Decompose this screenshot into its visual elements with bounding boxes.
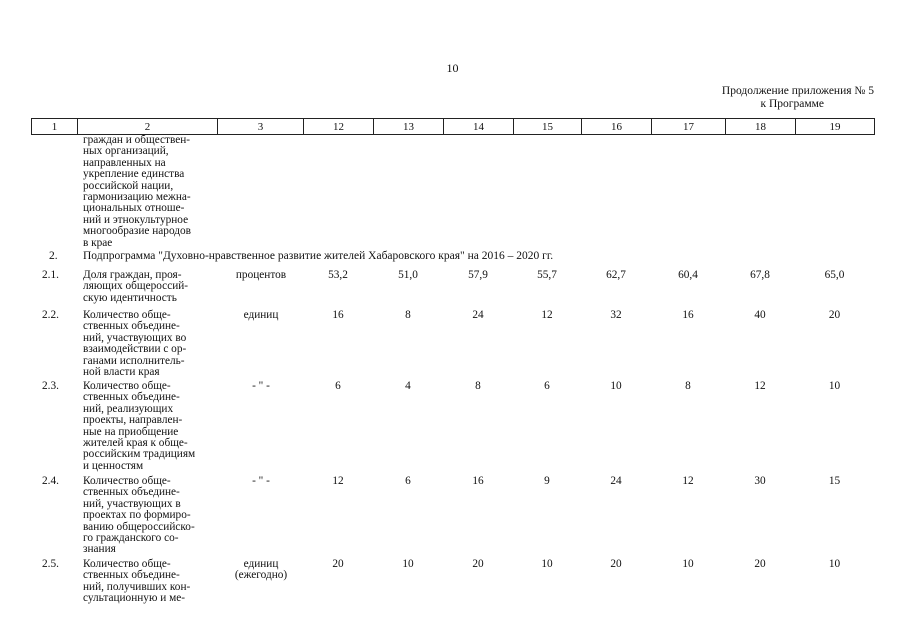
text-line: направленных на [83, 156, 166, 169]
value-col-13: 10 [402, 558, 414, 570]
text-line: - " - [252, 475, 270, 487]
value-col-17: 60,4 [678, 269, 698, 281]
value-col-17: 16 [682, 309, 694, 321]
text-line: граждан и обществен- [83, 134, 191, 146]
row-number: 2.3. [42, 380, 59, 392]
value-col-17: 8 [685, 380, 691, 392]
value-col-15: 10 [541, 558, 553, 570]
value-col-14: 24 [472, 309, 484, 321]
continued-indicator-text [83, 135, 223, 249]
text-line: взаимодействии с ор- [83, 343, 187, 356]
text-line: знания [83, 543, 116, 556]
header-cell: 3 [218, 119, 304, 135]
text-line: ванию общероссийско- [83, 520, 195, 533]
value-col-13: 4 [405, 380, 411, 392]
value-col-13: 6 [405, 475, 411, 487]
header-cell: 15 [514, 119, 582, 135]
value-col-16: 20 [610, 558, 622, 570]
row-number: 2.2. [42, 309, 59, 321]
text-line: Количество обще- [83, 475, 171, 487]
value-col-19: 15 [828, 475, 841, 487]
row-number: 2.1. [42, 269, 59, 281]
indicator-name [83, 476, 223, 556]
value-col-12: 20 [332, 558, 344, 570]
appendix-caption [722, 85, 874, 111]
text-line: Количество обще- [83, 380, 171, 392]
value-col-18: 30 [754, 475, 766, 487]
text-line: (ежегодно) [234, 569, 288, 582]
text-line: ний, получивших кон- [83, 580, 191, 593]
text-line: ний, участвующих в [83, 497, 181, 510]
value-col-15: 55,7 [537, 269, 557, 281]
text-line: ные на приобщение [83, 425, 179, 438]
value-col-18: 20 [754, 558, 766, 570]
text-line: ственных объедине- [83, 320, 180, 333]
header-cell: 14 [444, 119, 514, 135]
text-line: укрепление единства [83, 168, 185, 181]
header-cell: 12 [304, 119, 374, 135]
text-line: сультационную и ме- [83, 592, 186, 605]
header-cell: 2 [78, 119, 218, 135]
text-line: ственных объедине- [83, 569, 180, 582]
header-cell: 16 [582, 119, 652, 135]
text-line: го гражданского со- [83, 532, 179, 545]
text-line: российской нации, [83, 179, 174, 192]
value-col-16: 10 [610, 380, 622, 392]
section-number: 2. [49, 250, 58, 262]
header-cell: 17 [652, 119, 726, 135]
row-number: 2.5. [42, 558, 59, 570]
value-col-16: 24 [610, 475, 622, 487]
text-line: ственных объедине- [83, 391, 180, 404]
header-cell: 18 [726, 119, 796, 135]
text-line: ной власти края [83, 366, 160, 379]
value-col-14: 20 [472, 558, 484, 570]
value-col-15: 6 [544, 380, 550, 392]
value-col-15: 12 [541, 309, 553, 321]
text-line: - " - [252, 380, 270, 392]
header-cell: 19 [796, 119, 875, 135]
header-row [32, 119, 875, 135]
value-col-14: 16 [472, 475, 484, 487]
value-col-18: 67,8 [750, 269, 770, 281]
indicator-name [83, 310, 223, 378]
indicator-name [83, 381, 223, 472]
value-col-12: 53,2 [328, 269, 348, 281]
text-line: единиц [243, 309, 279, 321]
text-line: ственных объедине- [83, 486, 180, 499]
value-col-18: 40 [754, 309, 766, 321]
text-line: Количество обще- [83, 309, 171, 321]
text-line: ний и этнокультурное [83, 213, 189, 226]
unit-of-measure [218, 476, 304, 487]
header-cell: 13 [374, 119, 444, 135]
text-line: циональных отноше- [83, 202, 185, 215]
text-line: проектах по формиро- [83, 509, 191, 522]
text-line: в крае [83, 236, 113, 249]
text-line: многообразие народов [83, 225, 192, 238]
value-col-14: 57,9 [468, 269, 488, 281]
text-line: и ценностям [83, 459, 144, 472]
value-col-19: 10 [828, 380, 841, 392]
value-col-13: 8 [405, 309, 411, 321]
text-line: скую идентичность [83, 291, 177, 304]
value-col-19: 20 [828, 309, 841, 321]
text-line: ний, участвующих во [83, 331, 187, 344]
unit-of-measure [218, 270, 304, 281]
value-col-12: 12 [332, 475, 344, 487]
text-line: Доля граждан, проя- [83, 269, 182, 281]
unit-of-measure [218, 559, 304, 582]
text-line: проекты, направлен- [83, 414, 183, 427]
header-cell: 1 [32, 119, 78, 135]
column-header-table [31, 118, 875, 135]
unit-of-measure [218, 310, 304, 321]
value-col-12: 6 [335, 380, 341, 392]
value-col-19: 65,0 [824, 269, 845, 281]
value-col-15: 9 [544, 475, 550, 487]
text-line: жителей края к обще- [83, 437, 188, 450]
value-col-16: 32 [610, 309, 622, 321]
text-line: гармонизацию межна- [83, 191, 191, 204]
text-line: ляющих общероссий- [83, 280, 189, 293]
section-title: Подпрограмма "Духовно-нравственное развитие жителей Хабаровского края" на 2016 – 2020 гг. [83, 250, 554, 262]
value-col-13: 51,0 [398, 269, 418, 281]
value-col-17: 10 [682, 558, 694, 570]
value-col-12: 16 [332, 309, 344, 321]
text-line: Количество обще- [83, 558, 171, 570]
text-line: процентов [235, 269, 287, 281]
value-col-14: 8 [475, 380, 481, 392]
indicator-name [83, 559, 223, 605]
text-line: российским традициям [83, 448, 196, 461]
text-line: ных организаций, [83, 145, 169, 158]
row-number: 2.4. [42, 475, 59, 487]
value-col-17: 12 [682, 475, 694, 487]
indicator-name [83, 270, 223, 304]
value-col-19: 10 [828, 558, 841, 570]
appendix-line-1: Продолжение приложения № 5 [721, 85, 874, 97]
text-line: ний, реализующих [83, 402, 174, 415]
text-line: ганами исполнитель- [83, 354, 185, 367]
page-number: 10 [446, 61, 459, 75]
unit-of-measure [218, 381, 304, 392]
text-line: единиц [243, 558, 279, 570]
appendix-line-2: к Программе [760, 98, 824, 110]
value-col-16: 62,7 [606, 269, 626, 281]
value-col-18: 12 [754, 380, 766, 392]
